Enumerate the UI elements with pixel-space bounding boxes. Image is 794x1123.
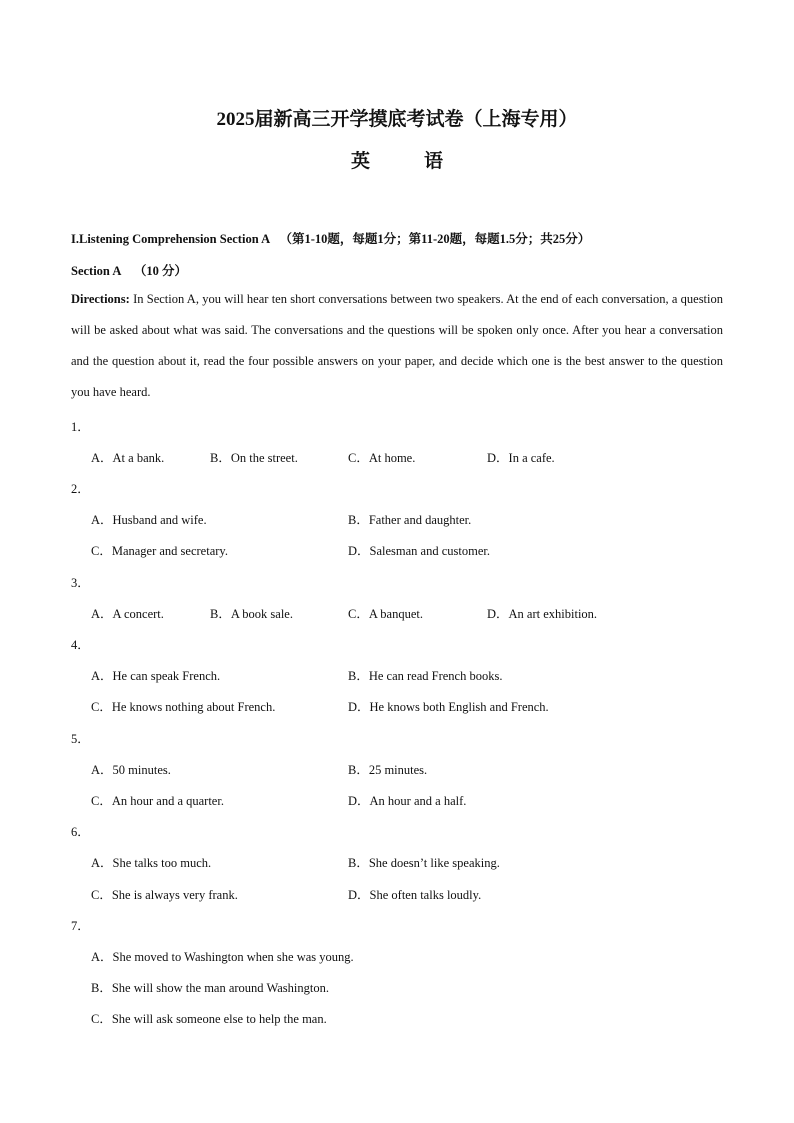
subject-heading (0, 146, 794, 173)
directions-label: Directions: (71, 292, 130, 306)
option-a: A．She moved to Washington when she was young. (91, 950, 354, 964)
question-number: 3． (71, 576, 90, 590)
subject-char-2: 语 (424, 151, 444, 172)
option-c: C．She will ask someone else to help the man. (91, 1012, 327, 1026)
option-d: D．She often talks loudly. (348, 888, 482, 902)
option-a: A．A concert. (91, 607, 164, 621)
section-a-heading (71, 261, 187, 279)
subject-char-1: 英 (350, 151, 370, 172)
part-heading (71, 229, 590, 247)
option-d: D．An art exhibition. (487, 607, 598, 621)
option-b: B．She will show the man around Washington. (91, 981, 329, 995)
option-b: B．25 minutes. (348, 763, 428, 777)
section-a-label: Section A (71, 264, 122, 278)
question-number: 4． (71, 638, 90, 652)
option-a: A．He can speak French. (91, 669, 221, 683)
exam-title: 2025届新高三开学摸底考试卷（上海专用） (216, 109, 578, 130)
option-c: C．An hour and a quarter. (91, 794, 224, 808)
option-c: C．She is always very frank. (91, 888, 238, 902)
option-a: A．At a bank. (91, 451, 165, 465)
option-c: C．At home. (348, 451, 416, 465)
option-a: A．Husband and wife. (91, 513, 207, 527)
question-number: 1． (71, 420, 90, 434)
option-b: B．On the street. (210, 451, 298, 465)
option-d: D．Salesman and customer. (348, 544, 490, 558)
option-c: C．Manager and secretary. (91, 544, 228, 558)
question-number: 7． (71, 919, 90, 933)
option-d: D．He knows both English and French. (348, 700, 549, 714)
directions-text: In Section A, you will hear ten short conversations between two speakers. At the end of each conversation, a question will be asked about what was said. The conversations and the questions will be spoken only once. After you hear a conversation and the question about it, read the four possible answers on your paper, and decide which one is the best answer to the question you have heard. (71, 292, 724, 399)
question-number: 2． (71, 482, 90, 496)
question-number: 5． (71, 732, 90, 746)
option-b: B．She doesn’t like speaking. (348, 856, 500, 870)
directions-paragraph (71, 284, 723, 408)
part-heading-title: I.Listening Comprehension Section A (71, 232, 271, 246)
option-b: B．He can read French books. (348, 669, 503, 683)
option-c: C．A banquet. (348, 607, 423, 621)
option-b: B．A book sale. (210, 607, 293, 621)
part-heading-scoring: （第1-10题，每题1分；第11-20题，每题1.5分；共25分） (279, 232, 591, 246)
option-b: B．Father and daughter. (348, 513, 472, 527)
option-a: A．50 minutes. (91, 763, 171, 777)
section-a-points: （10 分） (133, 264, 187, 278)
option-d: D．In a cafe. (487, 451, 555, 465)
option-a: A．She talks too much. (91, 856, 212, 870)
option-c: C．He knows nothing about French. (91, 700, 276, 714)
question-number: 6． (71, 825, 90, 839)
option-d: D．An hour and a half. (348, 794, 467, 808)
